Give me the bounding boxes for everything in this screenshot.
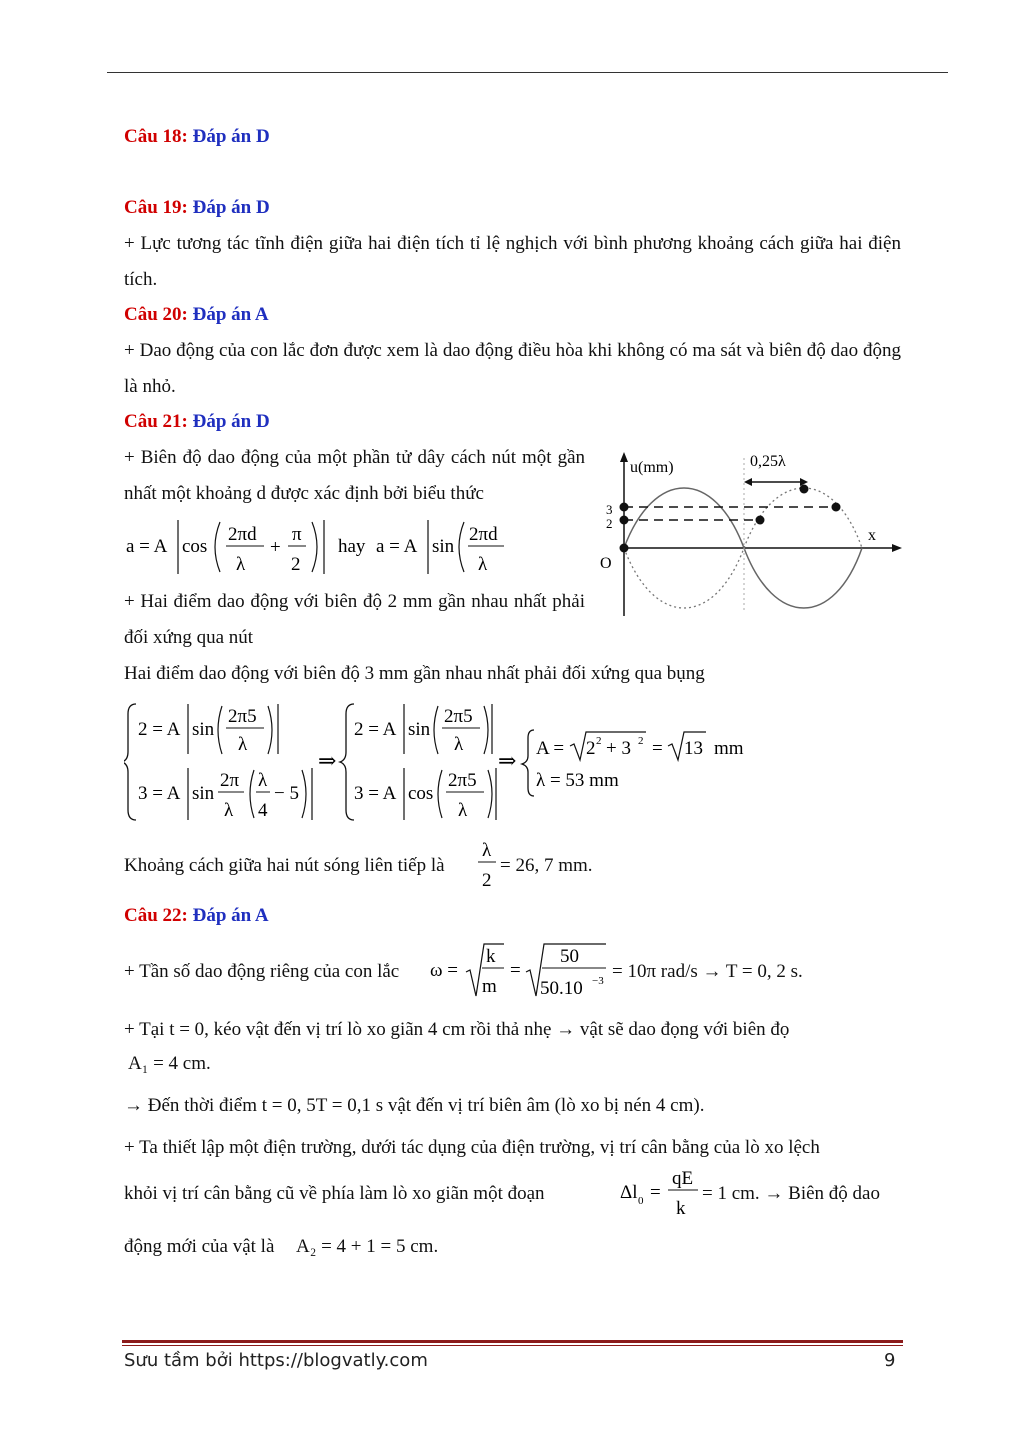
svg-text:λ: λ (258, 770, 268, 791)
span-label: 0,25λ (750, 453, 786, 470)
q22-delta-l (618, 1164, 708, 1220)
q18-heading (124, 126, 270, 148)
svg-text:4: 4 (258, 800, 268, 821)
q22-heading (124, 905, 269, 927)
q19-text: + Lực tương tác tĩnh điện giữa hai điện tích tỉ lệ nghịch với bình phương khoảng cách giữa hai điện tích. (124, 233, 901, 290)
svg-text:2: 2 (291, 554, 301, 575)
formula-hay: hay (338, 536, 366, 557)
q22-text4: + Ta thiết lập một điện trường, dưới tác dụng của điện trường, vị trí cân bằng của lò xo lệch (124, 1137, 820, 1158)
q19-heading (124, 197, 270, 219)
q18-label: Câu 18: (124, 126, 188, 147)
svg-text:2 = A: 2 = A (138, 719, 181, 740)
q22-text2b: A₁ = 4 cm. (128, 1053, 211, 1074)
svg-text:m: m (482, 976, 497, 997)
svg-text:2πd: 2πd (228, 524, 257, 545)
svg-text:λ: λ (224, 800, 234, 821)
svg-text:2: 2 (482, 870, 492, 891)
q19-answer: Đáp án D (192, 197, 270, 218)
svg-text:λ: λ (482, 840, 492, 861)
svg-text:2π: 2π (220, 770, 240, 791)
y-axis-label: u(mm) (630, 459, 674, 476)
svg-text:2π5: 2π5 (444, 706, 473, 727)
svg-text:λ: λ (478, 554, 488, 575)
svg-text:k: k (676, 1198, 686, 1219)
footer-rule (122, 1340, 903, 1343)
q22-label: Câu 22: (124, 905, 188, 926)
wave-graph (598, 448, 904, 620)
svg-text:λ: λ (458, 800, 468, 821)
q22-answer: Đáp án A (192, 905, 269, 926)
svg-text:sin: sin (432, 536, 455, 557)
tick-3: 3 (606, 502, 613, 517)
q22-text6b: A₂ = 4 + 1 = 5 cm. (296, 1236, 439, 1257)
svg-text:A =: A = (536, 738, 565, 759)
svg-text:=: = (510, 960, 521, 981)
svg-text:2π5: 2π5 (448, 770, 477, 791)
svg-text:2 = A: 2 = A (354, 719, 397, 740)
q22-text3: → Đến thời điểm t = 0, 5T = 0,1 s vật đến vị trí biên âm (lò xo bị nén 4 cm). (124, 1095, 705, 1116)
q21-heading (124, 411, 270, 433)
q22-text5a: khỏi vị trí cân bằng cũ về phía làm lò xo giãn một đoạn (124, 1183, 545, 1204)
svg-text:k: k (486, 946, 496, 967)
tick-2: 2 (606, 516, 613, 531)
q21-text3: Hai điểm dao động với biên độ 3 mm gần nhau nhất phải đối xứng qua bụng (124, 663, 705, 684)
formula-a-lhs: a = A (126, 536, 168, 557)
svg-text:50.10: 50.10 (540, 978, 583, 999)
svg-text:50: 50 (560, 946, 579, 967)
svg-text:⇒: ⇒ (498, 748, 517, 773)
svg-text:=: = (652, 738, 663, 759)
q21-formula (124, 512, 504, 580)
q19-label: Câu 19: (124, 197, 188, 218)
svg-text:2πd: 2πd (469, 524, 498, 545)
svg-text:cos: cos (408, 783, 434, 804)
svg-text:λ: λ (454, 734, 464, 755)
svg-text:− 5: − 5 (274, 783, 299, 804)
svg-text:sin: sin (192, 719, 215, 740)
svg-text:a = A: a = A (376, 536, 418, 557)
q20-label: Câu 20: (124, 304, 188, 325)
svg-text:ω =: ω = (430, 960, 458, 981)
q20-text: + Dao động của con lắc đơn được xem là dao động điều hòa khi không có ma sát và biên độ dao động là nhỏ. (124, 340, 901, 397)
svg-text:λ: λ (236, 554, 246, 575)
q21-text4: Khoảng cách giữa hai nút sóng liên tiếp là (124, 855, 445, 876)
q18-answer: Đáp án D (192, 126, 270, 147)
q21-text1: + Biên độ dao động của một phần tử dây cách nút một gần nhất một khoảng d được xác định bởi biểu thức (124, 447, 585, 504)
svg-text:qE: qE (672, 1168, 694, 1189)
q22-text1: + Tần số dao động riêng của con lắc (124, 961, 400, 982)
footer-rule-thin (122, 1345, 903, 1346)
svg-text:cos: cos (182, 536, 208, 557)
origin-label: O (600, 555, 612, 572)
svg-text:2: 2 (638, 735, 644, 747)
svg-text:mm: mm (714, 738, 744, 759)
page-number: 9 (884, 1350, 896, 1371)
q21-system (124, 698, 764, 826)
q22-text5b: = 1 cm. → Biên độ dao (702, 1183, 880, 1204)
footer-source: Sưu tầm bởi https://blogvatly.com (124, 1350, 428, 1371)
svg-text:⇒: ⇒ (318, 748, 337, 773)
svg-text:3 = A: 3 = A (138, 783, 181, 804)
result-lambda: λ = 53 mm (536, 770, 619, 791)
svg-text:0: 0 (638, 1195, 644, 1207)
svg-text:+ 3: + 3 (606, 738, 631, 759)
q22-text2: + Tại t = 0, kéo vật đến vị trí lò xo giãn 4 cm rồi thả nhẹ → vật sẽ dao đọng với biên đọ (124, 1019, 790, 1040)
svg-text:3 = A: 3 = A (354, 783, 397, 804)
svg-text:=: = (650, 1182, 661, 1203)
svg-text:sin: sin (192, 783, 215, 804)
q22-omega (428, 938, 618, 1000)
q20-answer: Đáp án A (192, 304, 269, 325)
q21-label: Câu 21: (124, 411, 188, 432)
x-axis-label: x (868, 527, 876, 544)
q20-heading (124, 304, 269, 326)
header-rule (107, 72, 948, 73)
svg-text:+: + (270, 537, 281, 558)
q21-answer: Đáp án D (192, 411, 270, 432)
q21-text4-result: = 26, 7 mm. (500, 855, 593, 876)
svg-text:−3: −3 (592, 975, 604, 987)
svg-text:2: 2 (596, 735, 602, 747)
q21-text2: + Hai điểm dao động với biên độ 2 mm gần nhau nhất phải đối xứng qua nút (124, 591, 585, 648)
svg-text:sin: sin (408, 719, 431, 740)
q22-omega-result: = 10π rad/s → T = 0, 2 s. (612, 961, 803, 982)
svg-text:π: π (292, 524, 302, 545)
q22-text6: động mới của vật là (124, 1236, 275, 1257)
svg-text:λ: λ (238, 734, 248, 755)
svg-text:2π5: 2π5 (228, 706, 257, 727)
svg-text:13: 13 (684, 738, 703, 759)
svg-text:Δl: Δl (620, 1182, 638, 1203)
svg-text:2: 2 (586, 738, 596, 759)
